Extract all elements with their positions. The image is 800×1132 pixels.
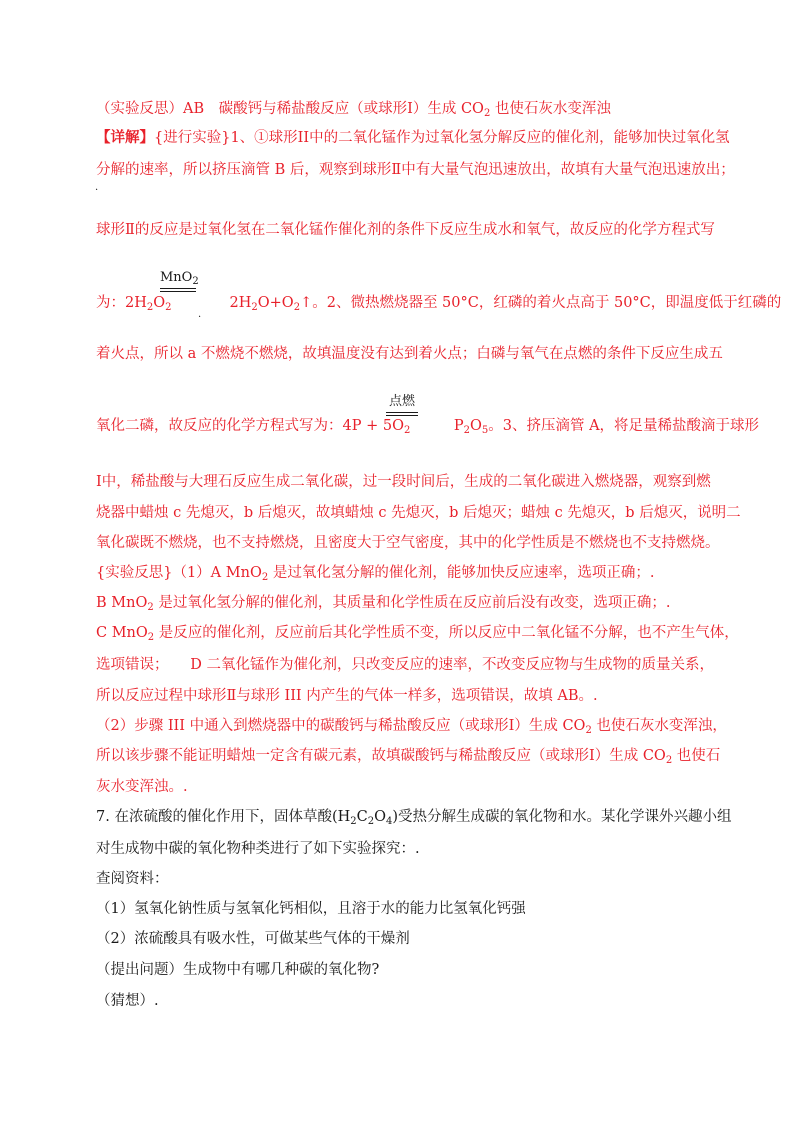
condition-label: 点燃 [389, 394, 416, 409]
text-line-13: C MnO$_2$ 是反应的催化剂，反应前后其化学性质不变，所以反应中二氧化锰不分解，也不产生气体， [96, 625, 739, 643]
stray-dot: . [95, 182, 99, 193]
text-line-10: 氧化碳既不燃烧，也不支持燃烧，且密度大于空气密度，其中的化学性质是不燃烧也不支持燃烧。 [96, 535, 720, 551]
text-line-5: 为：$2H_2O_2$ $2H_2O+O_2↑$。2、微热燃烧器至 50°C，红磷的着火点高于 50°C，即温度低于红磷的 [96, 295, 782, 313]
reference-item-2: （2）浓硫酸具有吸水性，可做某些气体的干燥剂 [96, 931, 410, 947]
text-line-15: 所以反应过程中球形Ⅱ与球形 III 内产生的气体一样多，选项错误，故填 AB。. [96, 688, 598, 704]
text-line-14: 选项错误； D 二氧化锰作为催化剂，只改变反应的速率，不改变反应物与生成物的质量关系， [96, 657, 714, 673]
question-7-line-2: 对生成物中碳的氧化物种类进行了如下实验探究：. [96, 841, 420, 857]
question-heading: （提出问题）生成物中有哪几种碳的氧化物? [96, 962, 380, 978]
text-line-1: （实验反思）AB 碳酸钙与稀盐酸反应（或球形Ⅰ）生成 $CO_2$ 也使石灰水变浑浊 [96, 101, 611, 119]
text-line-16: （2）步骤 III 中通入到燃烧器中的碳酸钙与稀盐酸反应（或球形I）生成 $CO_2$ 也使石灰水变浑浊， [96, 718, 727, 736]
text-line-17: 所以该步骤不能证明蜡烛一定含有碳元素，故填碳酸钙与稀盐酸反应（或球形I）生成 $CO_2$ 也使石 [96, 748, 721, 766]
catalyst-label: MnO$_2$ [160, 270, 199, 287]
text-line-8: Ⅰ中，稀盐酸与大理石反应生成二氧化碳，过一段时间后，生成的二氧化碳进入燃烧器，观察到燃 [96, 474, 711, 490]
reference-item-1: （1）氢氧化钠性质与氢氧化钙相似，且溶于水的能力比氢氧化钙强 [96, 901, 526, 917]
equation-bar [160, 288, 196, 292]
question-7-line-1: 7. 在浓硫酸的催化作用下，固体草酸$(H_2C_2O_4)$受热分解生成碳的氧化物和水。某化学课外兴趣小组 [96, 809, 732, 827]
text-line-9: 烧器中蜡烛 c 先熄灭，b 后熄灭，故填蜡烛 c 先熄灭，b 后熄灭；蜡烛 c 先熄灭，b 后熄灭，说明二 [96, 505, 741, 521]
stray-dot-2: . [198, 309, 202, 320]
text-line-2: 【详解】{进行实验}1、①球形II中的二氧化锰作为过氧化氢分解反应的催化剂，能够加快过氧化氢 [96, 129, 730, 146]
text-line-3: 分解的速率，所以挤压滴管 B 后，观察到球形Ⅱ中有大量气泡迅速放出，故填有大量气泡迅速放出； [96, 162, 735, 178]
text-line-12: B MnO$_2$ 是过氧化氢分解的催化剂，其质量和化学性质在反应前后没有改变，选项正确；. [96, 595, 671, 613]
reference-heading: 查阅资料： [96, 871, 169, 887]
text-line-6: 着火点，所以 a 不燃烧不燃烧，故填温度没有达到着火点；白磷与氧气在点燃的条件下反应生成五 [96, 346, 723, 362]
text-line-11: {实验反思}（1）A MnO$_2$ 是过氧化氢分解的催化剂，能够加快反应速率，选项正确；. [96, 565, 655, 583]
text-line-4: 球形Ⅱ的反应是过氧化氢在二氧化锰作催化剂的条件下反应生成水和氧气，故反应的化学方程式写 [96, 222, 715, 238]
text-line-7: 氧化二磷，故反应的化学方程式写为：$4P + 5O_2$ $P_2O_5$。3、挤压滴管 A，将足量稀盐酸滴于球形 [96, 418, 760, 436]
text-line-18: 灰水变浑浊。. [96, 779, 188, 795]
hypothesis-heading: （猜想）. [96, 993, 159, 1009]
